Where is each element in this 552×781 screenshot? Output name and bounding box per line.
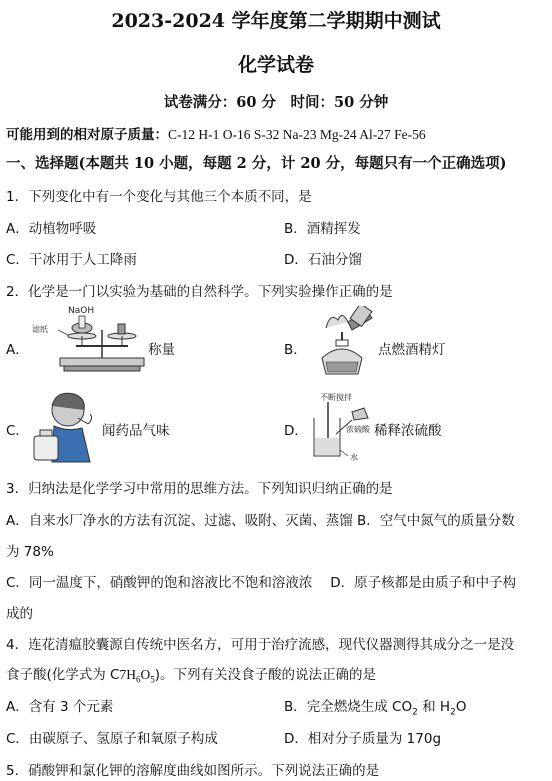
q4-option-b-post: O	[455, 699, 467, 715]
q4-formula: $7H_6O_5$	[119, 667, 155, 685]
exam-title: 2023-2024 学年度第二学期期中测试	[111, 10, 441, 32]
q4-option-b-pre: B．完全燃烧生成 CO	[284, 699, 413, 715]
q1-option-a: A．动植物呼吸	[6, 221, 97, 237]
q4-stem-line2-post: )。下列有关没食子酸的说法正确的是	[154, 667, 377, 683]
q3-option-cd: C．同一温度下，硝酸钾的饱和溶液比不饱和溶液浓 D．原子核都是由质子和中子构	[6, 575, 517, 591]
alcohol-lamp-illustration	[308, 306, 378, 378]
balance-illustration	[30, 300, 146, 374]
q2-option-c-letter: C．	[6, 423, 29, 439]
q2-option-d-letter: D．	[284, 423, 308, 439]
q4-option-a: A．含有 3 个元素	[6, 699, 114, 715]
q3-option-ab: A．自来水厂净水的方法有沉淀、过滤、吸附、灭菌、蒸馏 B．空气中氮气的质量分数	[6, 513, 515, 529]
filter-paper-label: 滤纸	[32, 325, 48, 334]
atomic-masses-values: C-12 H-1 O-16 S-32 Na-23 Mg-24 Al-27 Fe-56	[168, 127, 426, 142]
section1-heading: 一、选择题(本题共 10 小题，每题 2 分，计 20 分，每题只有一个正确选项)	[6, 155, 507, 172]
q3-stem: 3．归纳法是化学学习中常用的思维方法。下列知识归纳正确的是	[6, 481, 393, 497]
water-label: 水	[350, 453, 358, 462]
dilution-illustration	[306, 390, 378, 464]
atomic-masses-label: 可能用到的相对原子质量：	[6, 127, 168, 143]
stir-label: 不断搅拌	[320, 393, 352, 402]
q3-option-d-cont: 成的	[6, 606, 33, 622]
q1-stem: 1．下列变化中有一个变化与其他三个本质不同，是	[6, 189, 312, 205]
q2-option-a-text: 称量	[148, 342, 175, 358]
exam-info: 试卷满分：60 分 时间：50 分钟	[163, 94, 389, 111]
atomic-masses-line	[6, 123, 426, 143]
smelling-illustration	[30, 388, 100, 464]
q2-stem: 2．化学是一门以实验为基础的自然科学。下列实验操作正确的是	[6, 284, 393, 300]
q2-option-d-text: 稀释浓硫酸	[374, 423, 442, 439]
naoh-label: NaOH	[68, 306, 95, 316]
q4-option-d: D．相对分子质量为 170g	[284, 731, 442, 747]
q4-option-b: B．完全燃烧生成 $CO_2$ 和 $H_2O$	[284, 699, 467, 718]
q2-option-a-letter: A．	[6, 342, 29, 358]
q4-stem-line2-pre: 食子酸(化学式为 C	[6, 667, 120, 683]
q4-option-c: C．由碳原子、氢原子和氧原子构成	[6, 731, 218, 747]
q1-option-c: C．干冰用于人工降雨	[6, 252, 137, 268]
q4-stem: 4．连花清瘟胶囊源自传统中医名方，可用于治疗流感，现代仪器测得其成分之一是没	[6, 637, 515, 653]
q1-option-d: D．石油分馏	[284, 252, 362, 268]
q3-option-b-cont: 为 78%	[6, 544, 54, 560]
acid-label: 浓硫酸	[346, 425, 370, 434]
exam-subject: 化学试卷	[237, 54, 314, 76]
q5-stem: 5．硝酸钾和氯化钾的溶解度曲线如图所示。下列说法正确的是	[6, 763, 380, 779]
q2-option-b-letter: B．	[284, 342, 307, 358]
q4-option-b-mid: 和 H	[417, 699, 451, 715]
q1-option-b: B．酒精挥发	[284, 221, 361, 237]
q2-option-c-text: 闻药品气味	[102, 423, 170, 439]
q2-option-b-text: 点燃酒精灯	[378, 342, 446, 358]
q4-stem-line2	[6, 663, 376, 685]
